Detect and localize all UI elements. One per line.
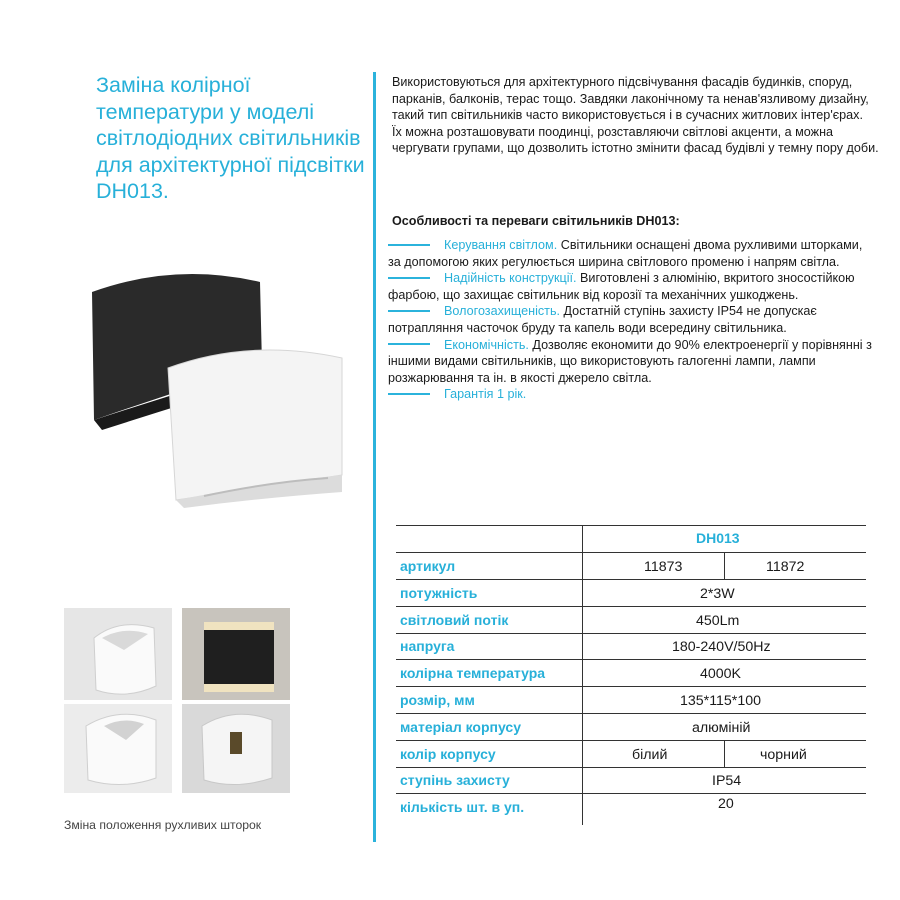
row-value: білий (632, 746, 668, 763)
features-list (388, 237, 878, 403)
feature-title: Надійність конструкції. (444, 271, 577, 286)
feature-title: Економічність. (444, 337, 529, 352)
feature-title: Керування світлом. (444, 238, 558, 252)
row-value: 4000K (700, 666, 742, 683)
feature-item (388, 303, 878, 336)
features-heading: Особливості та переваги світильників DH013: (392, 214, 680, 228)
table-row (396, 741, 866, 768)
row-value: чорний (760, 746, 807, 763)
intro-paragraph: Використовуються для архітектурного підсвічування фасадів будинків, споруд, парканів, балконів, терас тощо. Завдяки лаконічному та ненав'язливому дизайну, такий тип світильників часто використовується і в сучасних житлових інтер'єрах. (392, 75, 869, 123)
table-row (396, 633, 866, 660)
accent-divider (373, 72, 376, 842)
row-value: алюміній (692, 719, 751, 736)
row-label: колірна температура (400, 665, 546, 682)
row-value: 135*115*100 (680, 692, 762, 709)
page-title: Заміна колірної температури у моделі світлодіодних світильників для архітектурної підсвітки DH013. (96, 73, 365, 203)
table-divider (396, 525, 866, 526)
cell-divider (724, 553, 725, 579)
dash-marker (388, 277, 430, 279)
thumbnail-grid (64, 608, 290, 793)
row-value: 2*3W (700, 585, 735, 602)
row-label: напруга (400, 638, 455, 655)
feature-item (388, 337, 878, 387)
model-header: DH013 (696, 530, 740, 546)
feature-text: Дозволяє економити до 90% електроенергії у порівнянні з іншими видами світильників, що використовують галогенні лампи, лампи розжарювання та ін. в якості джерело світла. (388, 337, 872, 385)
spec-rows (396, 553, 866, 821)
row-label: ступінь захисту (400, 772, 510, 789)
dash-marker (388, 393, 430, 395)
feature-item (388, 386, 878, 403)
row-label: кількість шт. в уп. (400, 799, 525, 816)
row-value: 11873 (644, 559, 683, 575)
table-row (396, 660, 866, 687)
dash-marker (388, 343, 430, 345)
row-label: потужність (400, 584, 478, 601)
feature-item (388, 270, 878, 303)
row-label: артикул (400, 558, 456, 574)
dash-marker (388, 244, 430, 246)
feature-text: Виготовлені з алюмінію, вкритого зносостійкою фарбою, що захищає світильник від корозії та механічних ушкоджень. (388, 271, 855, 302)
row-value: 11872 (766, 559, 805, 575)
feature-title: Вологозахищеність. (444, 304, 561, 319)
intro-paragraph: Їх можна розташовувати поодинці, розставляючи світлові акценти, а можна чергувати групами, що дозволить істотно змінити фасад будівлі у темну пору доби. (392, 124, 879, 156)
feature-text: Достатній ступінь захисту IP54 не допускає потрапляння часточок бруду та капель води всередину світильника. (388, 304, 817, 335)
feature-text: Світильники оснащені двома рухливими шторками, за допомогою яких регулюється ширина світлового променю і напрям світла. (388, 238, 863, 269)
table-row (396, 687, 866, 714)
row-label: розмір, мм (400, 691, 475, 708)
row-label: колір корпусу (400, 745, 496, 762)
table-row (396, 767, 866, 794)
row-value: IP54 (712, 773, 742, 790)
image-caption: Зміна положення рухливих шторок (64, 818, 262, 832)
cell-divider (724, 741, 725, 767)
table-row (396, 553, 866, 580)
feature-item (388, 237, 878, 270)
row-value: 450Lm (696, 612, 740, 629)
table-row (396, 607, 866, 634)
table-row (396, 714, 866, 741)
row-label: матеріал корпусу (400, 718, 522, 735)
row-value: 180-240V/50Hz (672, 639, 771, 656)
table-row (396, 794, 866, 821)
row-value: 20 (718, 796, 734, 813)
table-row (396, 580, 866, 607)
product-image (80, 270, 370, 510)
row-label: світловий потік (400, 611, 509, 628)
intro-text (392, 74, 882, 157)
dash-marker (388, 310, 430, 312)
feature-title: Гарантія 1 рік. (444, 387, 527, 402)
